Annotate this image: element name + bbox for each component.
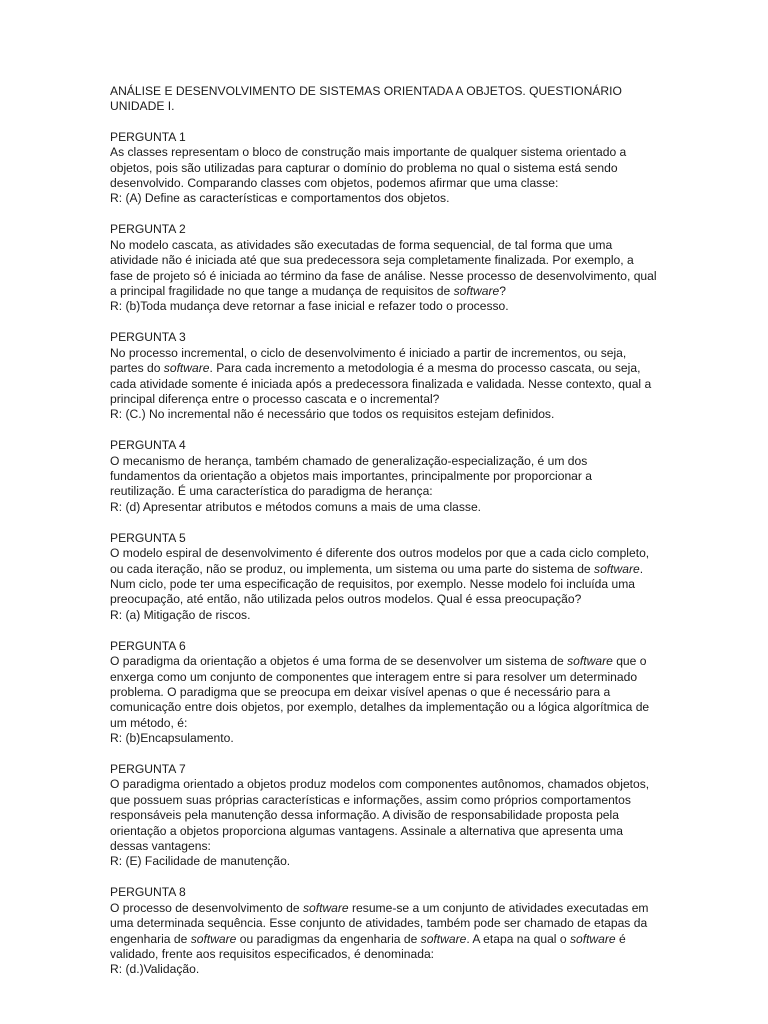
question-label: PERGUNTA 1 bbox=[110, 129, 186, 144]
question-text bbox=[110, 145, 658, 191]
question-block bbox=[110, 438, 658, 515]
question-list bbox=[110, 130, 658, 978]
text-segment: é validado, frente aos requisitos especificados, é denominada: bbox=[110, 931, 626, 961]
question-block bbox=[110, 130, 658, 207]
italic-term: software bbox=[569, 931, 616, 946]
question-block bbox=[110, 531, 658, 623]
text-segment: No processo incremental, o ciclo de desenvolvimento é iniciado a partir de incrementos, ou seja, partes do bbox=[110, 345, 627, 376]
text-segment: O paradigma da orientação a objetos é uma forma de se desenvolver um sistema de bbox=[110, 654, 568, 669]
italic-term: software bbox=[567, 654, 613, 669]
document-title: ANÁLISE E DESENVOLVIMENTO DE SISTEMAS ORIENTADA A OBJETOS. QUESTIONÁRIO UNIDADE I. bbox=[110, 84, 622, 114]
question-label: PERGUNTA 2 bbox=[110, 222, 186, 237]
question-label: PERGUNTA 8 bbox=[110, 885, 186, 900]
italic-term: software bbox=[453, 283, 500, 298]
text-segment: As classes representam o bloco de construção mais importante de qualquer sistema orientado a objetos, pois são utilizadas para capturar o domínio do problema no qual o sistema está sendo desenvolvido. Comparando classes com objetos, podemos afirmar que uma classe: bbox=[110, 145, 627, 191]
question-answer: R: (a) Mitigação de riscos. bbox=[110, 607, 251, 622]
question-block bbox=[110, 222, 658, 314]
question-text bbox=[110, 777, 658, 854]
text-segment: resume-se a um conjunto de atividades executadas em uma determinada sequência. Esse conjunto de atividades, também pode ser chamado de etapas da engenharia de bbox=[110, 900, 649, 946]
italic-term: software bbox=[163, 361, 210, 376]
text-segment: que o enxerga como um conjunto de componentes que interagem entre si para resolver um determinado problema. O paradigma que se preocupa em deixar visível apenas o que é necessário para a comunicação entre dois objetos, por exemplo, detalhes da implementação ou a lógica algorítmica de um método, é: bbox=[110, 654, 650, 730]
question-text bbox=[110, 654, 658, 731]
question-answer: R: (b)Encapsulamento. bbox=[110, 731, 234, 746]
text-segment: O mecanismo de herança, também chamado de generalização-especialização, é um dos fundamentos da orientação a objetos mais importantes, principalmente por proporcionar a reutilização. É uma característica do paradigma de herança: bbox=[110, 453, 593, 499]
question-answer: R: (b)Toda mudança deve retornar a fase inicial e refazer todo o processo. bbox=[110, 299, 509, 314]
question-answer: R: (A) Define as características e comportamentos dos objetos. bbox=[110, 191, 450, 206]
text-segment: . Para cada incremento a metodologia é a mesma do processo cascata, ou seja, cada atividade somente é iniciada após a predecessora finalizada e validada. Nesse contexto, qual a principal diferença entre o processo cascata e o incremental? bbox=[110, 361, 652, 406]
question-text bbox=[110, 346, 658, 408]
text-segment: . A etapa na qual o bbox=[466, 931, 570, 946]
question-label: PERGUNTA 6 bbox=[110, 638, 186, 653]
text-segment: No modelo cascata, as atividades são executadas de forma sequencial, de tal forma que uma atividade não é iniciada até que sua predecessora seja completamente finalizada. Por exemplo, a fase de projeto só é iniciada ao término da fase de análise. Nesse processo de desenvolvimento, qual a principal fragilidade no que tange a mudança de requisitos de bbox=[110, 237, 657, 298]
question-label: PERGUNTA 5 bbox=[110, 530, 186, 545]
question-text bbox=[110, 238, 658, 300]
text-segment: O processo de desenvolvimento de bbox=[110, 900, 303, 915]
question-block bbox=[110, 330, 658, 422]
question-text bbox=[110, 901, 658, 963]
question-block bbox=[110, 762, 658, 870]
text-segment: ? bbox=[499, 283, 507, 298]
question-text bbox=[110, 546, 658, 608]
document-page bbox=[110, 84, 658, 993]
question-answer: R: (C.) No incremental não é necessário que todos os requisitos estejam definidos. bbox=[110, 407, 555, 422]
question-label: PERGUNTA 3 bbox=[110, 330, 186, 345]
question-label: PERGUNTA 7 bbox=[110, 762, 186, 777]
question-text bbox=[110, 454, 658, 500]
question-block bbox=[110, 639, 658, 747]
question-answer: R: (d) Apresentar atributos e métodos comuns a mais de uma classe. bbox=[110, 499, 482, 514]
italic-term: software bbox=[302, 900, 349, 915]
italic-term: software bbox=[420, 931, 467, 946]
question-block bbox=[110, 885, 658, 977]
question-label: PERGUNTA 4 bbox=[110, 438, 186, 453]
italic-term: software bbox=[190, 931, 237, 946]
text-segment: O modelo espiral de desenvolvimento é diferente dos outros modelos por que a cada ciclo completo, ou cada iteração, não se produz, ou implementa, um sistema ou uma parte do sistema de bbox=[110, 546, 650, 576]
text-segment: ou paradigmas da engenharia de bbox=[236, 931, 421, 946]
text-segment: . Num ciclo, pode ter uma especificação de requisitos, por exemplo. Nesse modelo foi incluída uma preocupação, até então, não utilizada pelos outros modelos. Qual é essa preocupação? bbox=[110, 561, 644, 607]
italic-term: software bbox=[594, 561, 640, 576]
question-answer: R: (d.)Validação. bbox=[110, 962, 200, 977]
question-answer: R: (E) Facilidade de manutenção. bbox=[110, 854, 291, 869]
text-segment: O paradigma orientado a objetos produz modelos com componentes autônomos, chamados objetos, que possuem suas próprias características e informações, assim como próprios comportamentos responsáveis pela manutenção dessa informação. A divisão de responsabilidade proposta pela orientação a objetos proporciona algumas vantagens. Assinale a alternativa que apresenta uma dessas vantagens: bbox=[110, 777, 650, 854]
